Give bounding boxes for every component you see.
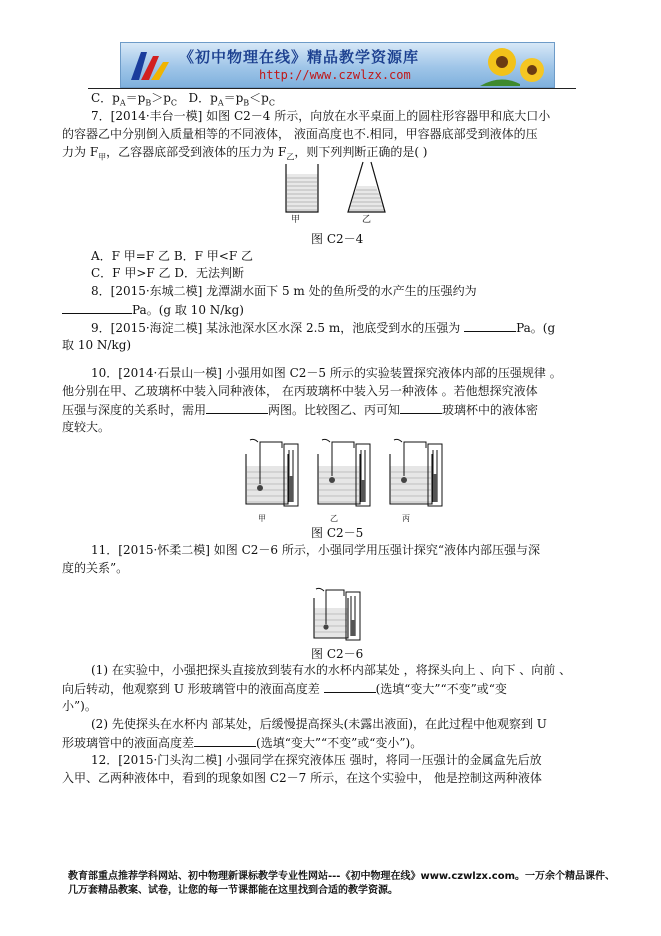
q11-line1: 11．[2015·怀柔二模] 如图 C2－6 所示，小强同学用压强计探究“液体内部压强与深	[91, 543, 541, 557]
apparatus-yi	[318, 439, 370, 506]
q11-p2-line2: 形玻璃管中的液面高度差 (选填“变大”“不变”或“变小”)。	[62, 736, 423, 750]
apparatus-jia	[246, 439, 298, 506]
figure-c2-6	[308, 586, 368, 642]
label-c2-5-jia: 甲	[258, 514, 266, 523]
header-rule	[88, 88, 576, 89]
label-c2-5-bing: 丙	[402, 514, 410, 523]
q8-line2: Pa。(g 取 10 N/kg)	[62, 301, 244, 318]
footer-line2: 几万套精品教案、试卷，让您的每一节课都能在这里找到合适的教学资源。	[68, 885, 398, 896]
figure-caption-c2-4: 图 C2－4	[311, 232, 364, 246]
q8-answer-blank[interactable]	[62, 301, 132, 314]
figure-caption-c2-6: 图 C2－6	[311, 647, 364, 661]
footer-line1: 教育部重点推荐学科网站、初中物理新课标教学专业性网站---《初中物理在线》www.czwlzx.com。一万余个精品课件、	[68, 871, 616, 882]
header-banner	[120, 42, 555, 88]
q9-line1: 9．[2015·海淀二模] 某泳池深水区水深 2.5 m，池底受到水的压强为 Pa。(g	[91, 321, 556, 335]
q10-line1: 10．[2014·石景山一模] 小强用如图 C2－5 所示的实验装置探究液体内部的压强规律 。	[91, 366, 562, 380]
q11-answer-blank-1[interactable]	[324, 680, 376, 693]
q9-line2: 取 10 N/kg)	[62, 338, 132, 352]
apparatus-bing	[390, 439, 442, 506]
q10-line3: 压强与深度的关系时，需用 两图。比较图乙、丙可知 玻璃杯中的液体密	[62, 403, 539, 417]
site-logo-icon	[127, 46, 173, 84]
q7-line2: 的容器乙中分别倒入质量相等的不同液体， 液面高度也不.相同，甲容器底部受到液体的压	[62, 127, 538, 141]
q11-p1-line2: 向后转动，他观察到 U 形玻璃管中的液面高度差 (选填“变大”“不变”或“变	[62, 682, 507, 696]
label-c2-5-yi: 乙	[330, 514, 338, 523]
figure-caption-c2-5: 图 C2－5	[311, 526, 364, 540]
q11-p1-line3: 小”)。	[62, 699, 97, 713]
banner-url[interactable]: http://www.czwlzx.com	[259, 68, 411, 82]
q11-p2-line1: (2) 先使探头在水杯内 部某处，后缓慢提高探头(未露出液面)，在此过程中他观察到 U	[91, 717, 547, 731]
q6-options: C．$p_A=p_B>p_C$ D．$p_A=p_B<p_C$	[91, 91, 275, 108]
q8-line1: 8．[2015·东城二模] 龙潭湖水面下 5 m 处的鱼所受的水产生的压强约为	[91, 284, 477, 298]
sunflower-icon	[480, 44, 550, 86]
label-jia: 甲	[291, 215, 301, 225]
q11-p1-line1: (1) 在实验中，小强把探头直接放到装有水的水杯内部某处 ，将探头向上 、向下 、向前 、	[91, 663, 572, 677]
label-yi: 乙	[362, 215, 372, 225]
q10-line4: 度较大。	[62, 420, 111, 434]
q7-option-cd: C．F 甲>F 乙 D．无法判断	[91, 266, 244, 280]
q11-answer-blank-2[interactable]	[194, 734, 256, 747]
q7-line1: 7．[2014·丰台一模] 如图 C2－4 所示，向放在水平桌面上的圆柱形容器甲和底大口小	[91, 109, 551, 123]
q10-line2: 他分别在甲、乙玻璃杯中装入同种液体， 在丙玻璃杯中装入另一种液体 。若他想探究液体	[62, 384, 538, 398]
container-jia	[286, 164, 318, 212]
banner-title: 《初中物理在线》精品教学资源库	[179, 48, 420, 66]
q10-answer-blank-2[interactable]	[400, 401, 442, 414]
figure-c2-5	[238, 436, 444, 514]
q12-line2: 入甲、乙两种液体中，看到的现象如图 C2－7 所示，在这个实验中， 他是控制这两种液体	[62, 771, 542, 785]
q7-line3: 力为 $F_甲$，乙容器底部受到液体的压力为 $F_乙$，则下列判断正确的是( )	[62, 145, 428, 162]
q12-line1: 12．[2015·门头沟二模] 小强同学在探究液体压 强时，将同一压强计的金属盒先后放	[91, 753, 542, 767]
q7-option-ab: A．F 甲=F 乙 B．F 甲<F 乙	[91, 249, 253, 263]
q10-answer-blank-1[interactable]	[206, 401, 268, 414]
q11-line2: 度的关系”。	[62, 561, 129, 575]
container-yi	[348, 162, 385, 212]
q9-answer-blank[interactable]	[464, 319, 516, 332]
